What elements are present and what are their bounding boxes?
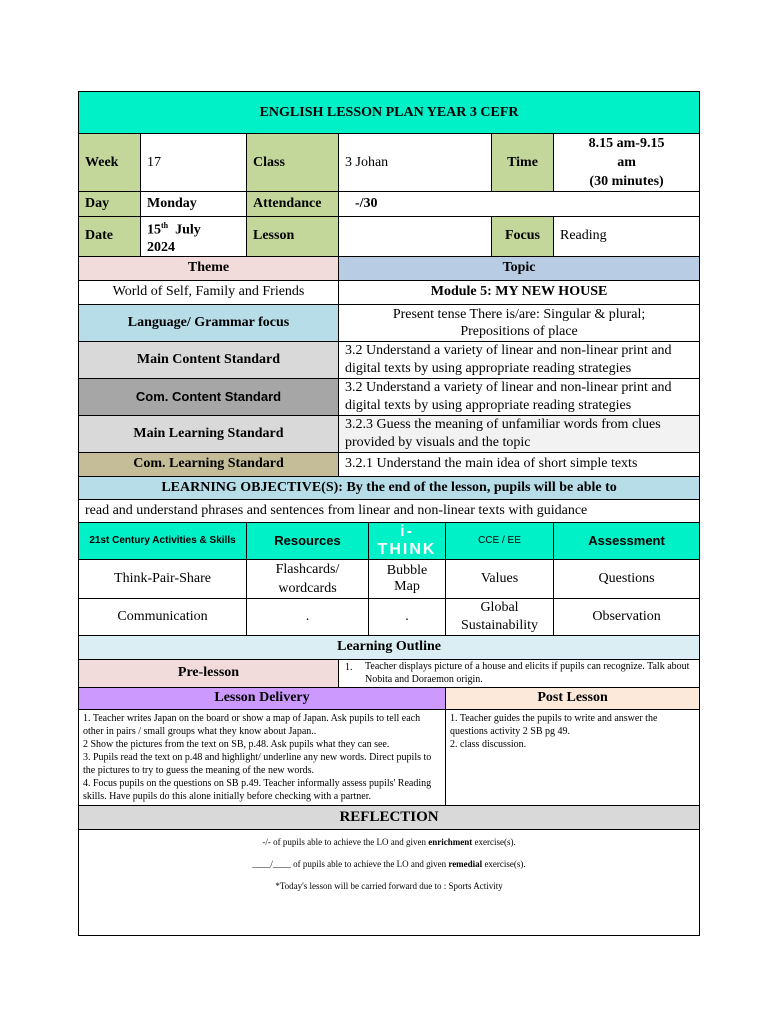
activity-row-assessment: Observation: [554, 598, 700, 635]
activity-row-resources: .: [247, 598, 369, 635]
class-label: Class: [247, 134, 339, 192]
post-lesson-list: [446, 709, 700, 805]
reflection-line-remedial: [85, 858, 693, 870]
lesson-label: Lesson: [247, 217, 339, 257]
topic-value: Module 5: MY NEW HOUSE: [339, 280, 700, 304]
learning-objective-text: read and understand phrases and sentences from linear and non-linear texts with guidance: [79, 499, 700, 522]
time-value-line2: am: [617, 155, 636, 170]
reflection-line-enrichment: [85, 836, 693, 848]
learning-objective-heading: LEARNING OBJECTIVE(S): By the end of the lesson, pupils will be able to: [79, 476, 700, 499]
time-value: [554, 134, 700, 192]
topic-label: Topic: [339, 256, 700, 280]
reflection-text: -/- of pupils able to achieve the LO and given: [262, 836, 429, 847]
pre-lesson-text: [339, 659, 700, 687]
com-content-standard-label: Com. Content Standard: [79, 378, 339, 415]
grammar-value-line1: Present tense There is/are: Singular & plural;: [392, 306, 646, 322]
lesson-plan-table: [78, 91, 700, 936]
main-learning-standard-label: Main Learning Standard: [79, 415, 339, 452]
list-item: 2 Show the pictures from the text on SB, p.48. Ask pupils what they can see.: [83, 738, 390, 750]
grammar-value: [339, 304, 700, 341]
post-lesson-label: Post Lesson: [446, 687, 700, 709]
week-value: 17: [141, 134, 247, 192]
list-item: 3. Pupils read the text on p.48 and highlight/ underline any new words. Direct pupils to the pictures to try to guess the meaning of the new words.: [83, 751, 432, 776]
date-label: Date: [79, 217, 141, 257]
theme-value: World of Self, Family and Friends: [79, 280, 339, 304]
reflection-emphasis: enrichment: [428, 836, 473, 847]
activity-row-cce: Values: [446, 559, 554, 598]
time-label: Time: [492, 134, 554, 192]
activity-cce-header: CCE / EE: [446, 522, 554, 559]
grammar-value-line2: Prepositions of place: [460, 323, 578, 339]
main-learning-standard-value: 3.2.3 Guess the meaning of unfamiliar words from clues provided by visuals and the topic: [339, 415, 700, 452]
activity-row-assessment: Questions: [554, 559, 700, 598]
week-label: Week: [79, 134, 141, 192]
date-suffix: th: [161, 221, 169, 230]
list-item: 1. Teacher writes Japan on the board or show a map of Japan. Ask pupils to tell each other in pairs / small groups what they know about Japan..: [83, 712, 421, 737]
main-content-standard-value: 3.2 Understand a variety of linear and non-linear print and digital texts by using appropriate reading strategies: [339, 341, 700, 378]
day-value: Monday: [141, 192, 247, 217]
com-learning-standard-value: 3.2.1 Understand the main idea of short simple texts: [339, 452, 700, 476]
activity-row-ithink: .: [369, 598, 446, 635]
activity-resources-header: Resources: [247, 522, 369, 559]
list-item: 1. Teacher guides the pupils to write and answer the questions activity 2 SB pg 49.: [450, 712, 658, 737]
attendance-value: -/30: [339, 192, 700, 217]
activity-row-skills: Think-Pair-Share: [79, 559, 247, 598]
reflection-text: exercise(s).: [482, 858, 526, 869]
com-content-standard-value: 3.2 Understand a variety of linear and non-linear print and digital texts by using appropriate reading strategies: [339, 378, 700, 415]
activity-row-ithink: Bubble Map: [369, 559, 446, 598]
focus-value: Reading: [554, 217, 700, 257]
reflection-text: ____/____ of pupils able to achieve the LO and given: [252, 858, 449, 869]
attendance-label: Attendance: [247, 192, 339, 217]
activity-row-resources: Flashcards/ wordcards: [247, 559, 369, 598]
ithink-header: i-THINK: [369, 522, 446, 559]
date-year: 2024: [147, 239, 175, 255]
learning-outline-label: Learning Outline: [79, 635, 700, 659]
pre-lesson-label: Pre-lesson: [79, 659, 339, 687]
activity-skills-header: 21st Century Activities & Skills: [79, 522, 247, 559]
main-content-standard-label: Main Content Standard: [79, 341, 339, 378]
activity-assessment-header: Assessment: [554, 522, 700, 559]
reflection-line-carried-forward: *Today's lesson will be carried forward due to : Sports Activity: [275, 880, 503, 891]
com-learning-standard-label: Com. Learning Standard: [79, 452, 339, 476]
date-day: 15: [147, 222, 161, 238]
activity-row-cce: Global Sustainability: [446, 598, 554, 635]
lesson-value: [339, 217, 492, 257]
pre-lesson-content: Teacher displays picture of a house and elicits if pupils can recognize. Talk about Nobita and Doraemon origin.: [365, 661, 690, 686]
reflection-emphasis: remedial: [448, 858, 483, 869]
reflection-text: exercise(s).: [472, 836, 516, 847]
day-label: Day: [79, 192, 141, 217]
class-value: 3 Johan: [339, 134, 492, 192]
focus-label: Focus: [492, 217, 554, 257]
time-value-line1: 8.15 am-9.15: [588, 136, 665, 151]
date-month: July: [175, 222, 201, 238]
page-title: ENGLISH LESSON PLAN YEAR 3 CEFR: [79, 92, 700, 134]
date-value: [141, 217, 247, 257]
lesson-delivery-list: [79, 709, 446, 805]
pre-lesson-number: 1.: [345, 661, 353, 673]
activity-row-skills: Communication: [79, 598, 247, 635]
grammar-label: Language/ Grammar focus: [79, 304, 339, 341]
time-value-line3: (30 minutes): [589, 174, 664, 189]
list-item: 4. Focus pupils on the questions on SB p.49. Teacher informally assess pupils' Reading skills. Have pupils do this alone initially before checking with a partner.: [83, 777, 432, 802]
reflection-label: REFLECTION: [79, 805, 700, 829]
list-item: 2. class discussion.: [450, 738, 527, 750]
lesson-delivery-label: Lesson Delivery: [79, 687, 446, 709]
theme-label: Theme: [79, 256, 339, 280]
reflection-body: [79, 829, 700, 935]
